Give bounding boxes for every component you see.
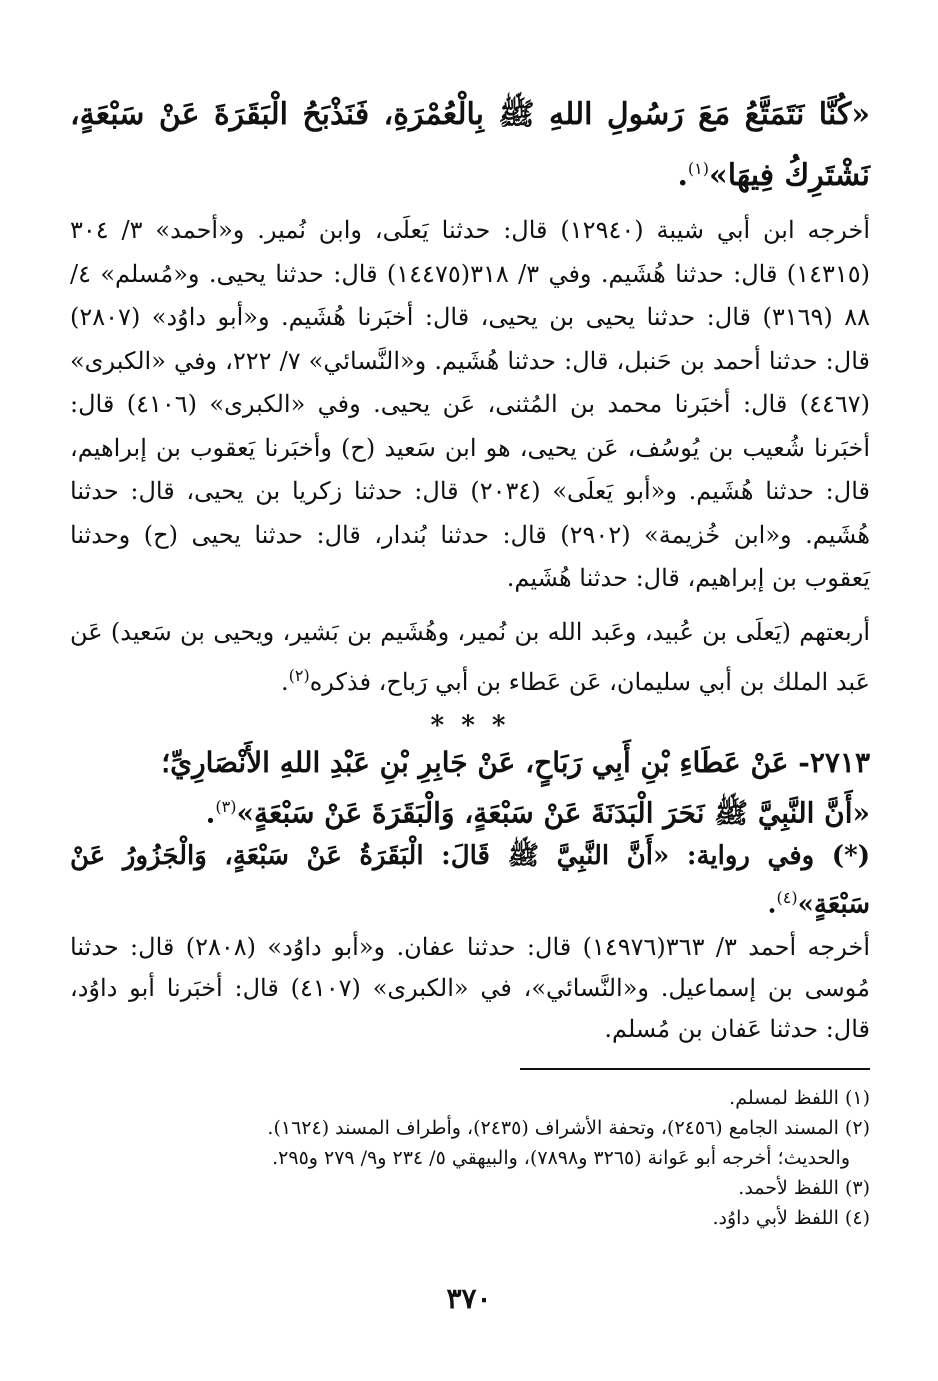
hadith-2713-text	[70, 785, 870, 835]
footnote-ref-3: (٣)	[215, 796, 237, 816]
footnote-divider	[520, 1068, 870, 1070]
narrators-end: .	[281, 668, 289, 696]
hadith-2713-chain: ٢٧١٣- عَنْ عَطَاءِ بْنِ أَبِي رَبَاحٍ، عَنْ جَابِرِ بْنِ عَبْدِ اللهِ الأَنْصَارِيِّ؛	[161, 745, 870, 779]
footnote-3: (٣) اللفظ لأحمد.	[738, 1177, 870, 1199]
hadith-2713-end: .	[205, 795, 216, 829]
lead-hadith: «كُنَّا نَتَمَتَّعُ مَعَ رَسُولِ اللهِ ﷺ بِالْعُمْرَةِ، فَنَذْبَحُ الْبَقَرَةَ عَنْ سَبْعَةٍ، نَشْتَرِكُ فِيهَا»$^{(١)}$.	[70, 97, 870, 193]
footnote-2: (٢) المسند الجامع (٢٤٥٦)، وتحفة الأشراف (٢٤٣٥)، وأطراف المسند (١٦٢٤).	[267, 1117, 870, 1139]
riwaya-line	[70, 835, 870, 926]
footnote-4: (٤) اللفظ لأبي داوُد.	[712, 1207, 870, 1229]
page-body	[70, 88, 870, 1050]
footnote-2-continued: والحديث؛ أخرجه أبو عَوانة (٣٢٦٥ و٧٨٩٨)، والبيهقي ٥/ ٢٣٤ و٩/ ٢٧٩ و٢٩٥.	[272, 1147, 850, 1169]
lead-hadith-text: «كُنَّا نَتَمَتَّعُ مَعَ رَسُولِ اللهِ ﷺ بِالْعُمْرَةِ، فَنَذْبَحُ الْبَقَرَةَ عَنْ سَبْعَةٍ، نَشْتَرِكُ فِيهَا»	[70, 97, 870, 193]
section-separator: * * *	[430, 710, 510, 741]
narrators-paragraph	[70, 611, 870, 705]
footnote-ref-4: (٤)	[776, 887, 798, 907]
hadith-2713-matn: «أَنَّ النَّبِيَّ ﷺ نَحَرَ الْبَدَنَةَ عَنْ سَبْعَةٍ، وَالْبَقَرَةَ عَنْ سَبْعَةٍ»	[236, 795, 870, 829]
page-number: ٣٧٠	[446, 1282, 492, 1315]
takhrij-paragraph-1: أخرجه ابن أبي شيبة (١٢٩٤٠) قال: حدثنا يَعلَى، وابن نُمير. و«أحمد» ٣/ ٣٠٤ (١٤٣١٥) قال: حدثنا هُشَيم. وفي ٣/ ٣١٨(١٤٤٧٥) قال: حدثنا يحيى. و«مُسلم» ٤/ ٨٨ (٣١٦٩) قال: حدثنا يحيى بن يحيى، قال: أخبَرنا هُشَيم. و«أبو داوُد» (٢٨٠٧) قال: حدثنا أحمد بن حَنبل، قال: حدثنا هُشَيم. و«النَّسائي» ٧/ ٢٢٢، وفي «الكبرى» (٤٤٦٧) قال: أخبَرنا محمد بن المُثنى، عَن يحيى. وفي «الكبرى» (٤١٠٦) قال: أخبَرنا شُعيب بن يُوسُف، عَن يحيى، هو ابن سَعيد (ح) وأخبَرنا يَعقوب بن إبراهيم، قال: حدثنا هُشَيم. و«أبو يَعلَى» (٢٠٣٤) قال: حدثنا زكريا بن يحيى، قال: حدثنا هُشَيم. و«ابن خُزيمة» (٢٩٠٢) قال: حدثنا بُندار، قال: حدثنا يحيى (ح) وحدثنا يَعقوب بن إبراهيم، قال: حدثنا هُشَيم.	[70, 216, 871, 592]
footnote-ref-1: (١)	[687, 159, 709, 178]
narrators-text: أربعتهم (يَعلَى بن عُبيد، وعَبد الله بن نُمير، وهُشَيم بن بَشير، ويحيى بن سَعيد) عَن عَبد الملك بن أبي سليمان، عَن عَطاء بن أبي رَباح، فذكره	[70, 617, 870, 696]
footnotes	[70, 1083, 870, 1233]
riwaya-text: (*) وفي رواية: «أَنَّ النَّبِيَّ ﷺ قَالَ: الْبَقَرَةُ عَنْ سَبْعَةٍ، وَالْجَزُورُ عَنْ سَبْعَةٍ»	[70, 840, 870, 920]
footnote-ref-2: (٢)	[288, 666, 310, 685]
footnote-1: (١) اللفظ لمسلم.	[729, 1087, 870, 1109]
takhrij-paragraph-2: أخرجه أحمد ٣/ ٣٦٣(١٤٩٧٦) قال: حدثنا عفان. و«أبو داوُد» (٢٨٠٨) قال: حدثنا مُوسى بن إسماعيل. و«النَّسائي»، في «الكبرى» (٤١٠٧) قال: أخبَرنا أبو داوُد، قال: حدثنا عَفان بن مُسلم.	[70, 933, 871, 1044]
riwaya-end: .	[767, 889, 777, 920]
